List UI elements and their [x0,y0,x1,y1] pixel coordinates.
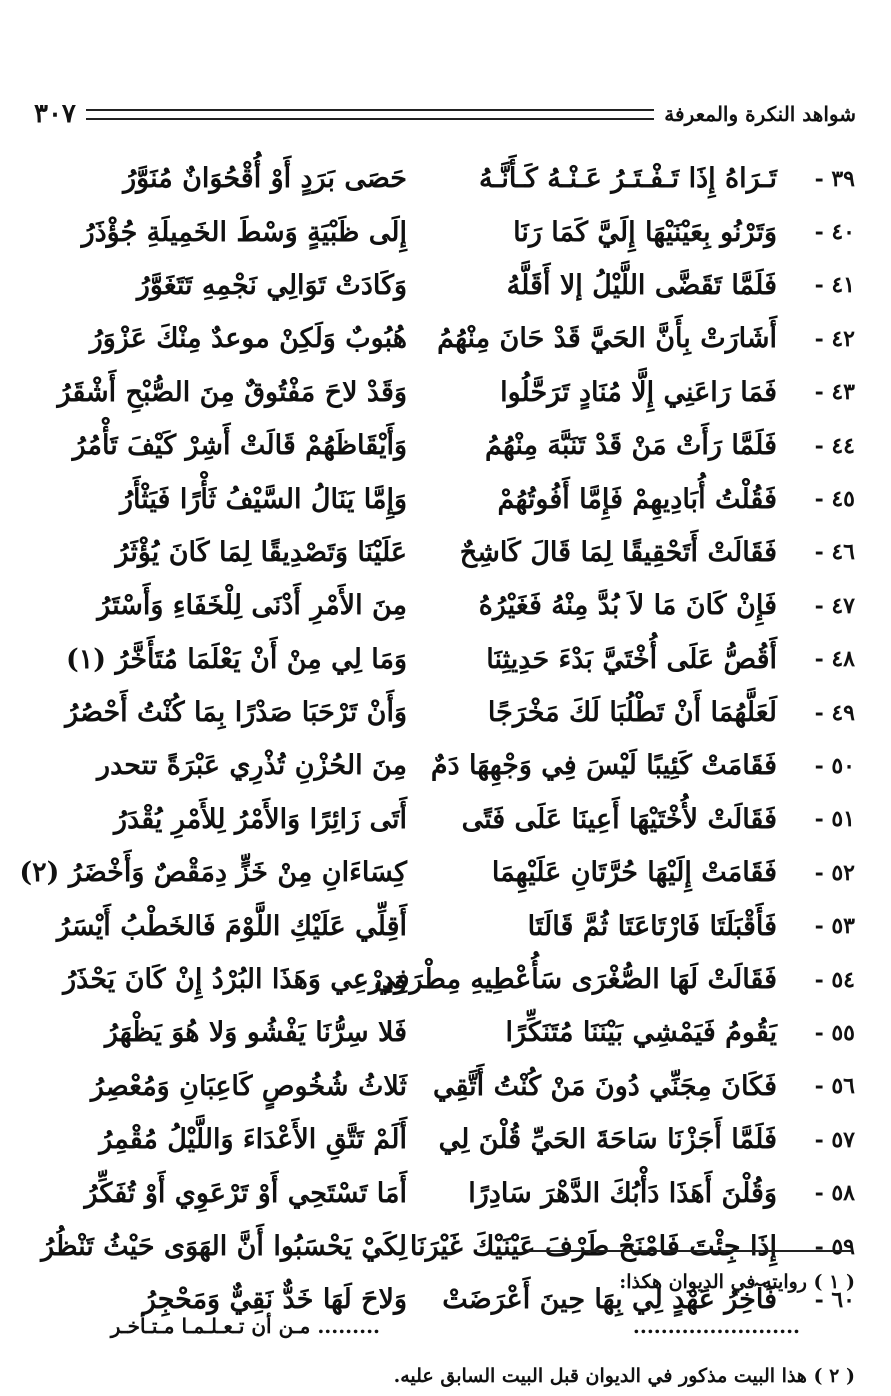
verse-second-hemistich: لِكَيْ يَحْسَبُوا أَنَّ الهَوَى حَيْثُ تَنْظُرُ [41,1231,407,1262]
verse-first-hemistich: لَعَلَّهُمَا أَنْ تَطْلُبَا لَكَ مَخْرَجًا [487,697,777,729]
page-number: ٣٠٧ [34,99,76,129]
verse-number: ٥٣ - [814,913,855,940]
verse-second-hemistich: وَدِرْعِي وَهَذَا البُرْدُ إِنْ كَانَ يَحْذَرُ [63,964,407,996]
verse-row [56,899,855,952]
page-header [34,96,856,132]
verse-second-hemistich: ثَلاثُ شُخُوصٍ كَاعِبَانِ وَمُعْصِرُ [90,1070,407,1102]
verse-second-hemistich: عَلَيْنَا وَتَصْدِيقًا لِمَا كَانَ يُؤْثَرُ [115,536,407,568]
verse-row [95,1006,855,1059]
verse-row [95,259,855,312]
verse-number: ٤٢ - [814,325,855,352]
verse-first-hemistich: فَآخِرُ عَهْدٍ لِي بِهَا حِينَ أَعْرَضَتْ [442,1284,777,1316]
verse-second-hemistich: وَأَنْ تَرْحَبَا صَدْرًا بِمَا كُنْتُ أَحْصُرُ [65,697,407,729]
verse-row [95,152,855,205]
verse-number: ٤١ - [814,272,855,299]
verse-number: ٥١ - [814,806,855,833]
verse-first-hemistich: أَشَارَتْ بِأَنَّ الحَيَّ قَدْ حَانَ مِنْهُمُ [437,323,777,355]
verse-first-hemistich: فَلَمَّا أَجَزْنَا سَاحَةَ الحَيِّ قُلْنَ لِي [438,1124,777,1156]
header-rule [86,109,654,120]
verse-row [95,1113,855,1166]
verse-first-hemistich: فَقَالَتْ لأُخْتَيْهَا أَعِينَا عَلَى فَتًى [461,803,777,835]
verse-row [72,419,855,472]
verse-row [95,793,855,846]
footnote-1: ( ١ ) روايته في الديوان هكذا: [619,1271,855,1293]
verse-first-hemistich: تَـرَاهُ إِذَا تَـفْـتَـرُ عَـنْـهُ كَـأَنَّـهُ [479,163,777,195]
verse-number: ٣٩ - [814,165,855,192]
verse-row [81,205,855,258]
verse-second-hemistich: حَصَى بَرَدٍ أَوْ أُقْحُوَانٌ مُنَوَّرُ [123,163,407,195]
verse-number: ٥٧ - [814,1126,855,1153]
verse-number: ٥٦ - [814,1073,855,1100]
verse-number: ٤٥ - [814,486,855,513]
verse-number: ٤٧ - [814,592,855,619]
verse-number: ٦٠ - [814,1286,855,1313]
verse-row [95,526,855,579]
verse-second-hemistich: وَلاحَ لَهَا خَدٌّ نَقِيٌّ وَمَحْجِرُ [142,1284,407,1316]
verse-number: ٤٠ - [814,219,855,246]
verse-first-hemistich: فَمَا رَاعَنِي إِلَّا مُنَادٍ تَرَحَّلُوا [500,376,777,408]
verse-first-hemistich: إِذَا جِئْتَ فَامْنَحْ طَرْفَ عَيْنَيْكَ غَيْرَنَا [409,1231,777,1262]
verse-number: ٥٨ - [814,1180,855,1207]
verse-row [89,312,855,365]
verse-second-hemistich: أَلَمْ تَتَّقِ الأَعْدَاءَ وَاللَّيْلُ مُقْمِرُ [99,1124,407,1156]
verse-row [63,953,855,1006]
verse-second-hemistich: مِنَ الأَمْرِ أَدْنَى لِلْخَفَاءِ وَأَسْتَرُ [97,590,407,622]
verse-first-hemistich: فَقَامَتْ كَئِيبًا لَيْسَ فِي وَجْهِهَا دَمٌ [430,750,777,782]
verse-first-hemistich: فَإِنْ كَانَ مَا لاَ بُدَّ مِنْهُ فَغَيْرُهُ [478,590,777,622]
verse-number: ٥٢ - [814,859,855,886]
verse-first-hemistich: وَتَرْنُو بِعَيْنَيْهَا إِلَيَّ كَمَا رَنَا [513,216,777,248]
verse-second-hemistich: إِلَى ظَبْيَةٍ وَسْطَ الخَمِيلَةِ جُؤْذَرُ [81,216,407,248]
verse-number: ٤٦ - [814,539,855,566]
verse-second-hemistich: هُبُوبٌ وَلَكِنْ موعدٌ مِنْكَ عَزْوَرُ [89,323,407,355]
verse-second-hemistich: فَلا سِرُّنَا يَفْشُو وَلا هُوَ يَظْهَرُ [104,1017,407,1049]
verse-first-hemistich: فَلَمَّا تَقَضَّى اللَّيْلُ إلا أَقَلَّهُ [506,269,777,301]
running-title: شواهد النكرة والمعرفة [664,102,856,126]
verse-first-hemistich: فَكَانَ مِجَنِّي دُونَ مَنْ كُنْتُ أَتَّقِي [432,1070,777,1102]
verse-number: ٥٩ - [814,1233,855,1260]
verse-first-hemistich: فَقُلْتُ أُبَادِيهِمْ فَإِمَّا أَفُوتُهُمْ [497,483,777,515]
verse-row [95,579,855,632]
poem [19,152,855,1327]
verse-number: ٤٣ - [814,379,855,406]
footnote-2: ( ٢ ) هذا البيت مذكور في الديوان قبل البيت السابق عليه. [393,1365,855,1387]
footnote-1-variant-line [60,1302,855,1350]
verse-second-hemistich: أَمَا تَسْتَحِي أَوْ تَرْعَوِي أَوْ تُفَكِّرُ [84,1177,407,1209]
verse-first-hemistich: فَقَالَتْ لَهَا الصُّغْرَى سَأُعْطِيهِ مِطْرَفِي [374,964,777,996]
verse-second-hemistich: مِنَ الحُزْنِ تُذْرِي عَبْرَةً تتحدر [97,750,407,782]
verse-row [90,1060,855,1113]
verse-number: ٤٤ - [814,432,855,459]
verse-number: ٤٩ - [814,699,855,726]
footnote-1-variant: ......... مـن أن تـعـلـمـا مـتـأخـر [110,1314,380,1338]
verse-first-hemistich: وَقُلْنَ أَهَذَا دَأْبُكَ الدَّهْرَ سَادِرًا [468,1177,777,1209]
verse-number: ٥٥ - [814,1019,855,1046]
verse-row [95,739,855,792]
verse-second-hemistich: أَقِلِّي عَلَيْكِ اللَّوْمَ فَالخَطْبُ أَيْسَرُ [56,910,407,942]
verse-number: ٥٤ - [814,966,855,993]
verse-second-hemistich: وَقَدْ لاحَ مَفْتُوقٌ مِنَ الصُّبْحِ أَشْقَرُ [57,376,407,408]
verse-second-hemistich: كِسَاءَانِ مِنْ خَزٍّ دِمَقْصٌ وَأَخْضَرُ (٢) [19,857,407,889]
verse-second-hemistich: وَمَا لِي مِنْ أَنْ يَعْلَمَا مُتَأَخَّرُ (١) [65,643,407,675]
verse-row [65,633,855,686]
verse-first-hemistich: فَلَمَّا رَأَتْ مَنْ قَدْ تَنَبَّهَ مِنْهُمُ [484,430,777,462]
footnote-separator [528,1250,852,1252]
footnote-1-dots: ........................ [632,1314,800,1338]
verse-first-hemistich: فَقَامَتْ إِلَيْهَا حُرَّتَانِ عَلَيْهِمَا [491,857,777,889]
verse-first-hemistich: فَأَقْبَلَتَا فَارْتَاعَتَا ثُمَّ قَالَتَا [527,910,777,942]
verse-row [19,846,855,899]
verse-row [57,366,855,419]
verse-second-hemistich: وَأَيْقَاظَهُمْ قَالَتْ أَشِرْ كَيْفَ تَأْمُرُ [72,430,407,462]
verse-first-hemistich: أَقُصُّ عَلَى أُخْتَيَّ بَدْءَ حَدِيثِنَا [486,643,777,675]
verse-first-hemistich: يَقُومُ فَيَمْشِي بَيْنَنَا مُتَنَكِّرًا [505,1017,777,1049]
verse-row [65,686,855,739]
verse-second-hemistich: وَإِمَّا يَنَالُ السَّيْفُ ثَأْرًا فَيَثْأَرُ [120,483,407,515]
verse-second-hemistich: وَكَادَتْ تَوَالِي نَجْمِهِ تَتَغَوَّرُ [136,269,407,301]
footnotes [60,1262,855,1396]
verse-first-hemistich: فَقَالَتْ أَتَحْقِيقًا لِمَا قَالَ كَاشِحٌ [459,536,777,568]
verse-second-hemistich: أَتَى زَائِرًا وَالأَمْرُ لِلأَمْرِ يُقْدَرُ [114,803,407,835]
verse-row [84,1166,855,1219]
verse-number: ٥٠ - [814,752,855,779]
verse-row [95,472,855,525]
verse-number: ٤٨ - [814,646,855,673]
